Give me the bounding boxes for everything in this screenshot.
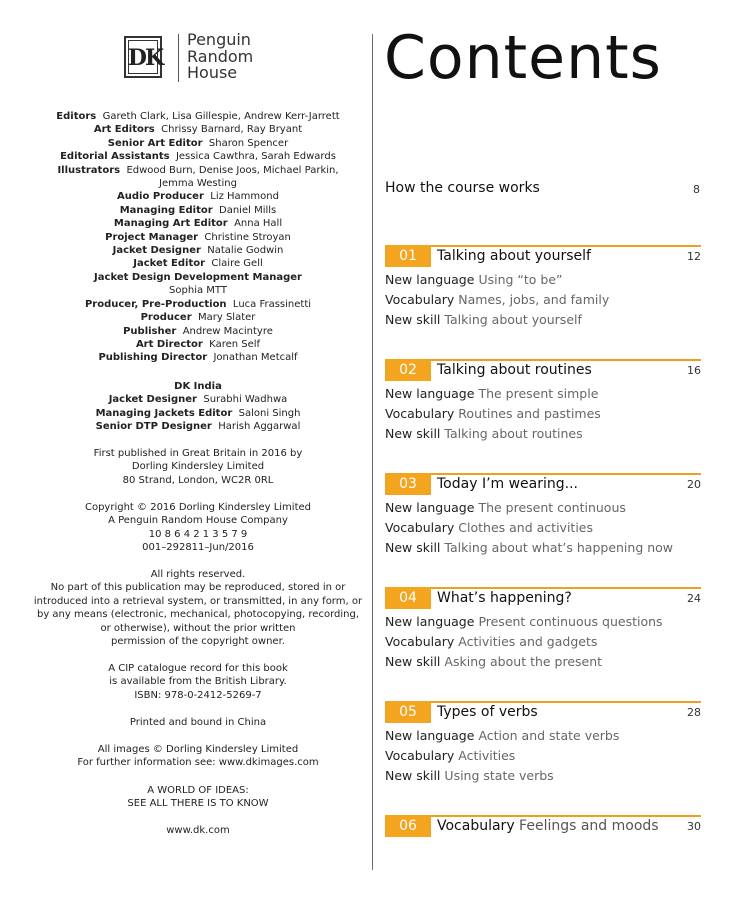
unit-detail-row xyxy=(385,632,663,652)
credit-names: Claire Gell xyxy=(205,258,263,270)
text-line: permission of the copyright owner. xyxy=(111,636,285,648)
unit-title: Vocabulary Feelings and moods xyxy=(437,818,659,834)
credit-names: Christine Stroyan xyxy=(198,231,291,243)
credit-row xyxy=(0,284,396,297)
text-line: ISBN: 978-0-2412-5269-7 xyxy=(134,689,262,701)
credit-role: Managing Editor xyxy=(119,204,213,216)
unit-number-badge: 03 xyxy=(385,473,431,495)
credit-names: Luca Frassinetti xyxy=(226,298,312,310)
unit-header xyxy=(385,245,701,268)
unit-detail-row xyxy=(385,726,619,746)
unit-number-badge: 01 xyxy=(385,245,431,267)
dk-logo-letters: DK xyxy=(127,45,163,71)
credit-role: Jacket Designer xyxy=(112,245,201,257)
detail-value: Action and state verbs xyxy=(478,728,620,743)
images-credit xyxy=(0,743,396,770)
unit-number-badge: 06 xyxy=(385,815,431,837)
unit-detail-row xyxy=(385,424,601,444)
unit-detail-row xyxy=(385,404,601,424)
penguin-random-house-wordmark xyxy=(187,32,307,82)
copyright-block xyxy=(0,501,396,555)
detail-label: New skill xyxy=(385,426,441,441)
unit-detail-row xyxy=(385,766,619,786)
detail-value: Using state verbs xyxy=(444,768,554,783)
unit-detail-row xyxy=(385,652,663,672)
credit-row xyxy=(0,231,396,244)
credit-names: Jessica Cawthra, Sarah Edwards xyxy=(169,151,336,163)
text-line: Printed and bound in China xyxy=(129,717,267,728)
unit-number-badge: 04 xyxy=(385,587,431,609)
unit-header xyxy=(385,587,701,610)
credits-list xyxy=(0,110,396,365)
unit-detail-row xyxy=(385,498,673,518)
unit-header xyxy=(385,473,701,496)
credit-names: Andrew Macintyre xyxy=(176,325,273,337)
imprint-page xyxy=(0,0,372,897)
detail-value: Talking about yourself xyxy=(444,312,582,327)
dk-india-heading: DK India xyxy=(174,381,222,392)
entry-page-number: 8 xyxy=(693,183,700,196)
text-line: 001–292811–Jun/2016 xyxy=(142,542,254,554)
unit-detail-row xyxy=(385,310,609,330)
unit-header xyxy=(385,815,701,838)
credit-names: Sophia MTT xyxy=(169,285,227,297)
unit-title: Talking about routines xyxy=(437,362,592,378)
printed-line xyxy=(0,716,396,729)
credit-role: Jacket Designer xyxy=(108,394,197,406)
unit-title: What’s happening? xyxy=(437,590,572,606)
credit-role: Publishing Director xyxy=(98,352,208,364)
credit-role: Jacket Editor xyxy=(133,258,206,270)
unit-details xyxy=(385,498,673,558)
unit-number-badge: 05 xyxy=(385,701,431,723)
unit-page-number: 30 xyxy=(687,820,701,833)
unit-title: Today I’m wearing... xyxy=(437,476,579,492)
detail-value: Clothes and activities xyxy=(458,520,593,535)
credit-role: Producer xyxy=(140,312,192,324)
detail-value: Talking about routines xyxy=(444,426,583,441)
credit-names: Daniel Mills xyxy=(212,204,277,216)
slogan xyxy=(0,784,396,811)
unit-detail-row xyxy=(385,290,609,310)
credit-role: Audio Producer xyxy=(117,191,204,203)
credit-names: Natalie Godwin xyxy=(200,245,284,257)
detail-label: New language xyxy=(385,386,475,401)
credit-role: Editors xyxy=(56,111,97,122)
publisher-line: Random xyxy=(187,46,254,66)
detail-label: New skill xyxy=(385,768,441,783)
credit-row xyxy=(0,244,396,257)
unit-page-number: 28 xyxy=(687,706,701,719)
text-line: Copyright © 2016 Dorling Kindersley Limited xyxy=(84,502,311,513)
unit-header xyxy=(385,701,701,724)
credit-role: Project Manager xyxy=(105,231,199,243)
credit-names: Chrissy Barnard, Ray Bryant xyxy=(154,124,303,136)
credit-role: Senior Art Editor xyxy=(107,137,203,149)
logo-divider xyxy=(178,34,179,82)
text-line: A Penguin Random House Company xyxy=(108,515,288,527)
credit-row xyxy=(0,204,396,217)
page-title: Contents xyxy=(384,23,662,93)
credit-row xyxy=(0,351,396,364)
credit-row xyxy=(0,311,396,324)
credit-role: Managing Art Editor xyxy=(113,218,228,230)
detail-value: Activities xyxy=(458,748,516,763)
credit-row xyxy=(0,298,396,311)
text-line: is available from the British Library. xyxy=(109,676,287,688)
unit-title: Talking about yourself xyxy=(437,248,591,264)
text-line: or otherwise), without the prior written xyxy=(100,622,296,634)
credit-role: Illustrators xyxy=(57,164,121,176)
credit-names: Mary Slater xyxy=(191,312,256,324)
detail-value: Present continuous questions xyxy=(478,614,663,629)
detail-label: Vocabulary xyxy=(385,406,455,421)
text-line: 10 8 6 4 2 1 3 5 7 9 xyxy=(148,528,248,540)
unit-header xyxy=(385,359,701,382)
detail-label: New skill xyxy=(385,654,441,669)
credit-row xyxy=(0,217,396,230)
credit-names: Jemma Westing xyxy=(159,178,237,190)
detail-label: New skill xyxy=(385,312,441,327)
text-line: by any means (electronic, mechanical, photocopying, recording, xyxy=(36,609,359,621)
credit-role: Publisher xyxy=(123,325,177,337)
credit-role: Jacket Design Development Manager xyxy=(94,271,302,283)
unit-detail-row xyxy=(385,538,673,558)
detail-label: Vocabulary xyxy=(385,748,455,763)
credit-role: Editorial Assistants xyxy=(60,151,170,163)
contents-entry-intro xyxy=(385,180,700,200)
detail-label: New language xyxy=(385,500,475,515)
detail-label: New language xyxy=(385,728,475,743)
text-line: All images © Dorling Kindersley Limited xyxy=(97,744,299,755)
detail-value: Talking about what’s happening now xyxy=(444,540,674,555)
credit-role: Producer, Pre-Production xyxy=(84,298,227,310)
credit-row xyxy=(0,325,396,338)
credit-row xyxy=(0,150,396,163)
credit-role: Art Editors xyxy=(93,124,155,136)
credit-names: Surabhi Wadhwa xyxy=(196,394,288,406)
detail-value: Routines and pastimes xyxy=(458,406,601,421)
text-line: A WORLD OF IDEAS: xyxy=(147,785,249,796)
credit-role: Art Director xyxy=(135,338,203,350)
entry-title: How the course works xyxy=(385,180,540,196)
unit-page-number: 16 xyxy=(687,364,701,377)
credit-row xyxy=(0,190,396,203)
text-line: All rights reserved. xyxy=(150,569,246,580)
text-line: SEE ALL THERE IS TO KNOW xyxy=(127,798,269,810)
text-line: Dorling Kindersley Limited xyxy=(131,461,265,473)
unit-details xyxy=(385,726,619,786)
detail-value: Names, jobs, and family xyxy=(458,292,610,307)
text-line: First published in Great Britain in 2016 by xyxy=(93,448,303,459)
first-published xyxy=(0,447,396,487)
unit-title: Types of verbs xyxy=(437,704,538,720)
dk-logo xyxy=(124,36,162,78)
unit-page-number: 24 xyxy=(687,592,701,605)
credit-row xyxy=(0,123,396,136)
unit-number-badge: 02 xyxy=(385,359,431,381)
text-line: 80 Strand, London, WC2R 0RL xyxy=(122,474,274,486)
rights-block xyxy=(0,568,396,648)
unit-detail-row xyxy=(385,612,663,632)
credit-names: Karen Self xyxy=(202,338,261,350)
detail-label: Vocabulary xyxy=(385,634,455,649)
credit-row xyxy=(0,137,396,150)
detail-value: Activities and gadgets xyxy=(458,634,598,649)
unit-page-number: 12 xyxy=(687,250,701,263)
unit-rule xyxy=(385,701,701,703)
credit-names: Saloni Singh xyxy=(232,407,301,419)
credit-row xyxy=(0,338,396,351)
credit-names: Jonathan Metcalf xyxy=(207,352,298,364)
credit-names: Sharon Spencer xyxy=(202,137,289,149)
credit-role: Managing Jackets Editor xyxy=(95,407,233,419)
unit-details xyxy=(385,270,609,330)
credit-role: Senior DTP Designer xyxy=(95,421,212,433)
credit-names: Gareth Clark, Lisa Gillespie, Andrew Kerr-Jarrett xyxy=(96,111,340,122)
credit-names: Anna Hall xyxy=(227,218,283,230)
website xyxy=(0,824,396,837)
detail-label: Vocabulary xyxy=(385,292,455,307)
credit-names: Edwood Burn, Denise Joos, Michael Parkin, xyxy=(120,164,339,176)
text-line: A CIP catalogue record for this book xyxy=(108,663,288,674)
credit-row xyxy=(0,271,396,284)
unit-details xyxy=(385,612,663,672)
credit-names: Liz Hammond xyxy=(203,191,279,203)
credit-names: Harish Aggarwal xyxy=(211,421,301,433)
unit-subtitle: Feelings and moods xyxy=(514,818,659,834)
detail-label: New skill xyxy=(385,540,441,555)
unit-detail-row xyxy=(385,384,601,404)
website-url: www.dk.com xyxy=(166,825,230,836)
publisher-line: House xyxy=(187,63,238,82)
credit-row xyxy=(0,407,396,420)
unit-details xyxy=(385,384,601,444)
credit-row xyxy=(0,110,396,123)
credit-row xyxy=(0,177,396,190)
credit-row xyxy=(0,393,396,406)
detail-label: New language xyxy=(385,272,475,287)
detail-label: Vocabulary xyxy=(385,520,455,535)
detail-value: Asking about the present xyxy=(444,654,603,669)
text-line: introduced into a retrieval system, or transmitted, in any form, or xyxy=(33,595,363,607)
unit-detail-row xyxy=(385,270,609,290)
unit-page-number: 20 xyxy=(687,478,701,491)
credit-row xyxy=(0,164,396,177)
unit-detail-row xyxy=(385,518,673,538)
publisher-line: Penguin xyxy=(187,30,251,49)
detail-value: Using “to be” xyxy=(478,272,563,287)
credit-row xyxy=(0,257,396,270)
detail-value: The present simple xyxy=(478,386,599,401)
unit-detail-row xyxy=(385,746,619,766)
cip-block xyxy=(0,662,396,702)
column-divider xyxy=(372,34,373,870)
text-line: For further information see: www.dkimages.com xyxy=(77,757,319,769)
dk-india-credits xyxy=(0,380,396,434)
detail-label: New language xyxy=(385,614,475,629)
text-line: No part of this publication may be reproduced, stored in or xyxy=(50,582,346,594)
detail-value: The present continuous xyxy=(478,500,626,515)
credit-row xyxy=(0,420,396,433)
